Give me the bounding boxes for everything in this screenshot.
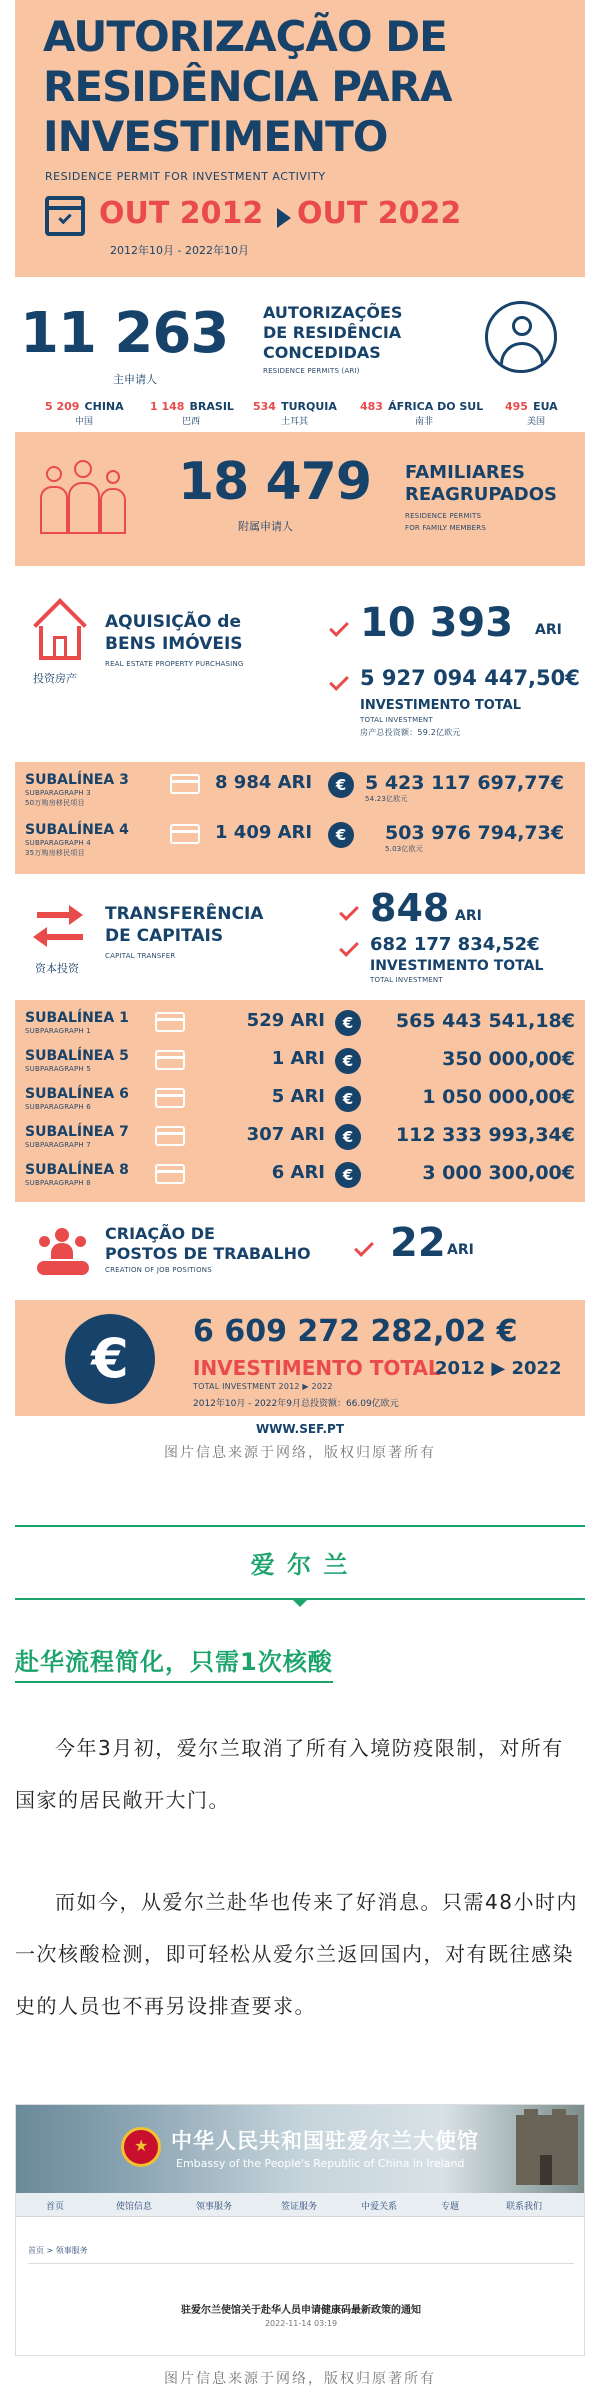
subrow-4-label: SUBALÍNEA 4 (25, 822, 129, 838)
country-brasil-name: BRASIL (189, 400, 234, 413)
capital-subrow-6-ari: 5 ARI (271, 1086, 325, 1107)
countries-row (45, 395, 585, 425)
permits-cn: 主申请人 (113, 373, 157, 386)
subrow-3-amount: 5 423 117 697,77€ (365, 772, 564, 794)
property-ari-unit: ARI (535, 622, 562, 638)
property-total-caption: TOTAL INVESTMENT (360, 716, 433, 724)
header-panel (15, 0, 585, 277)
country-turquia-name: TURQUIA (281, 400, 337, 413)
capital-subrow-7-sub: SUBPARAGRAPH 7 (25, 1141, 91, 1149)
property-total-cn: 房产总投资额：59.2亿欧元 (360, 728, 461, 737)
country-brasil-num: 1 148 (150, 400, 185, 413)
capital-subrow-1 (15, 1010, 585, 1044)
capital-subrow-1-amount: 565 443 541,18€ (395, 1010, 575, 1032)
section-title: 爱 尔 兰 (250, 1551, 350, 1579)
country-africa-num: 483 (360, 400, 383, 413)
capital-subrow-1-sub: SUBPARAGRAPH 1 (25, 1027, 91, 1035)
country-africa (360, 395, 500, 427)
family-panel (15, 432, 585, 566)
country-china (45, 395, 145, 427)
subrow-3-ari: 8 984 ARI (215, 772, 313, 793)
wallet-icon (155, 1088, 185, 1108)
euro-icon: € (328, 772, 354, 798)
check-icon (329, 617, 349, 637)
capital-subrow-8-sub: SUBPARAGRAPH 8 (25, 1179, 91, 1187)
permits-number: 11 263 (20, 301, 229, 366)
wallet-icon (155, 1164, 185, 1184)
check-icon (329, 671, 349, 691)
arrow-right-icon (277, 208, 291, 228)
section-rule-top (15, 1525, 585, 1527)
site-link[interactable]: WWW.SEF.PT (255, 1422, 345, 1436)
capital-total-label: INVESTIMENTO TOTAL (370, 958, 544, 974)
check-icon (339, 937, 359, 957)
capital-subrow-7 (15, 1124, 585, 1158)
nav-relations[interactable]: 中爱关系 (361, 2202, 398, 2212)
property-ari: 10 393 (360, 600, 514, 646)
wallet-icon (155, 1050, 185, 1070)
total-panel (15, 1300, 585, 1416)
image-credit: 图片信息来源于网络，版权归原著所有 (164, 1445, 436, 1461)
country-africa-cn: 南非 (415, 417, 434, 427)
capital-cn: 资本投资 (35, 962, 79, 975)
capital-subrow-8-amount: 3 000 300,00€ (422, 1162, 575, 1184)
capital-ari: 848 (370, 886, 450, 930)
capital-subrow-6-label: SUBALÍNEA 6 (25, 1086, 129, 1102)
article-heading: 赴华流程简化，只需1次核酸 (15, 1642, 333, 1683)
subrow-3-cn: 50万购房移民项目 (25, 799, 85, 807)
embassy-notice-date: 2022-11-14 03:19 (264, 2319, 338, 2328)
house-icon (35, 604, 85, 662)
paragraph-1: 今年3月初，爱尔兰取消了所有入境防疫限制，对所有国家的居民敞开大门。 (15, 1736, 564, 1812)
capital-subrow-8-ari: 6 ARI (271, 1162, 325, 1183)
capital-subrow-7-amount: 112 333 993,34€ (395, 1124, 575, 1146)
family-cn: 附属申请人 (238, 520, 293, 533)
permits-panel (15, 285, 585, 425)
capital-panel (15, 882, 585, 1000)
wallet-icon (155, 1012, 185, 1032)
family-title-2: REAGRUPADOS (405, 484, 558, 505)
people-group-icon (37, 1228, 89, 1276)
capital-ari-unit: ARI (455, 908, 482, 924)
total-years: 2012 ▶ 2022 (435, 1358, 562, 1379)
nav-contact[interactable]: 联系我们 (506, 2202, 543, 2212)
title-line-1: AUTORIZAÇÃO DE (43, 12, 447, 61)
total-caption: TOTAL INVESTMENT 2012 ▶ 2022 (193, 1382, 333, 1391)
permits-title-1: AUTORIZAÇÕES (263, 303, 403, 322)
castle-image (516, 2115, 578, 2185)
subrow-4-amount-cn: 5.03亿欧元 (385, 845, 423, 853)
wallet-icon (170, 824, 200, 844)
euro-icon: € (335, 1124, 361, 1150)
capital-title-2: DE CAPITAIS (105, 926, 224, 946)
jobs-title-2: POSTOS DE TRABALHO (105, 1244, 311, 1263)
wallet-icon (155, 1126, 185, 1146)
country-china-name: CHINA (84, 400, 124, 413)
subrow-4-sub: SUBPARAGRAPH 4 (25, 839, 91, 847)
embassy-nav (16, 2193, 585, 2217)
paragraph-2: 而如今，从爱尔兰赴华也传来了好消息。只需48小时内一次核酸检测，即可轻松从爱尔兰返回国内，对有既往感染史的人员也不再另设排查要求。 (15, 1890, 578, 2018)
person-icon (485, 301, 557, 373)
property-total-label: INVESTIMENTO TOTAL (360, 698, 521, 713)
jobs-panel (15, 1210, 585, 1292)
section-pointer-icon (292, 1599, 308, 1607)
capital-subrow-5-label: SUBALÍNEA 5 (25, 1048, 129, 1064)
jobs-ari-unit: ARI (447, 1242, 474, 1258)
capital-title-1: TRANSFERÊNCIA (105, 904, 264, 924)
subrow-4-amount: 503 976 794,73€ (385, 822, 565, 844)
embassy-banner (16, 2105, 585, 2193)
title-line-3: INVESTIMENTO (43, 112, 388, 161)
nav-consular[interactable]: 领事服务 (196, 2202, 233, 2212)
period-to: OUT 2022 (297, 196, 462, 231)
total-label: INVESTIMENTO TOTAL (193, 1356, 441, 1380)
breadcrumb-rule (28, 2263, 574, 2264)
period-cn: 2012年10月 - 2022年10月 (110, 244, 249, 257)
jobs-ari: 22 (390, 1220, 446, 1266)
property-panel (15, 574, 585, 754)
jobs-caption: CREATION OF JOB POSITIONS (105, 1266, 212, 1274)
euro-icon: € (328, 822, 354, 848)
property-amount: 5 927 094 447,50€ (360, 666, 580, 690)
subrow-4-cn: 35万购房移民项目 (25, 849, 85, 857)
country-eua-num: 495 (505, 400, 528, 413)
check-icon (354, 1237, 374, 1257)
capital-subrow-5-sub: SUBPARAGRAPH 5 (25, 1065, 91, 1073)
image-credit-2: 图片信息来源于网络，版权归原著所有 (164, 2371, 436, 2387)
family-number: 18 479 (178, 452, 372, 512)
country-brasil-cn: 巴西 (182, 417, 201, 427)
capital-subrow-6 (15, 1086, 585, 1120)
euro-coin-icon: € (65, 1314, 155, 1404)
transfer-arrows-icon (37, 902, 83, 952)
country-eua (505, 395, 585, 427)
country-china-cn: 中国 (75, 417, 94, 427)
header-subtitle: RESIDENCE PERMIT FOR INVESTMENT ACTIVITY (45, 170, 326, 183)
capital-subrow-8-label: SUBALÍNEA 8 (25, 1162, 129, 1178)
subrow-3-amount-cn: 54.23亿欧元 (365, 795, 408, 803)
nav-embassy-info[interactable]: 使馆信息 (116, 2202, 153, 2212)
permits-caption: RESIDENCE PERMITS (ARI) (263, 367, 360, 375)
country-eua-name: EUA (533, 400, 558, 413)
country-china-num: 5 209 (45, 400, 80, 413)
embassy-breadcrumb[interactable]: 首页 > 领事服务 (28, 2246, 88, 2255)
subrow-4-ari: 1 409 ARI (215, 822, 313, 843)
wallet-icon (170, 774, 200, 794)
capital-subrow-8 (15, 1162, 585, 1196)
subrow-3-label: SUBALÍNEA 3 (25, 772, 129, 788)
country-brasil (150, 395, 250, 427)
euro-icon: € (335, 1162, 361, 1188)
jobs-title-1: CRIAÇÃO DE (105, 1224, 215, 1243)
country-turquia-num: 534 (253, 400, 276, 413)
embassy-emblem-icon: ★ (121, 2127, 161, 2167)
capital-subrow-5-ari: 1 ARI (271, 1048, 325, 1069)
nav-visa[interactable]: 签证服务 (281, 2202, 318, 2212)
family-caption-2: FOR FAMILY MEMBERS (405, 524, 487, 532)
total-amount: 6 609 272 282,02 € (193, 1314, 518, 1349)
capital-subrow-1-ari: 529 ARI (246, 1010, 325, 1031)
property-cn: 投资房产 (33, 672, 77, 685)
embassy-en-name: Embassy of the People's Republic of China in Ireland (176, 2157, 465, 2170)
capital-subrow-6-amount: 1 050 000,00€ (422, 1086, 575, 1108)
country-eua-cn: 美国 (527, 417, 546, 427)
calendar-icon (45, 196, 85, 236)
property-title-1: AQUISIÇÃO de (105, 612, 242, 632)
title-line-2: RESIDÊNCIA PARA (43, 62, 452, 111)
capital-amount: 682 177 834,52€ (370, 934, 540, 955)
capital-subrow-5 (15, 1048, 585, 1082)
euro-icon: € (335, 1010, 361, 1036)
subrow-3-sub: SUBPARAGRAPH 3 (25, 789, 91, 797)
capital-subrow-6-sub: SUBPARAGRAPH 6 (25, 1103, 91, 1111)
check-icon (339, 901, 359, 921)
capital-total-caption: TOTAL INVESTMENT (370, 976, 443, 984)
capital-subrow-5-amount: 350 000,00€ (442, 1048, 575, 1070)
property-caption: REAL ESTATE PROPERTY PURCHASING (105, 660, 244, 668)
country-turquia (253, 395, 363, 427)
capital-subrow-7-ari: 307 ARI (246, 1124, 325, 1145)
family-title-1: FAMILIARES (405, 462, 525, 483)
property-title-2: BENS IMÓVEIS (105, 634, 243, 654)
country-turquia-cn: 土耳其 (281, 417, 309, 427)
embassy-screenshot (15, 2104, 585, 2356)
property-subrows (15, 762, 585, 874)
embassy-cn-name: 中华人民共和国驻爱尔兰大使馆 (171, 2129, 479, 2153)
permits-title-3: CONCEDIDAS (263, 343, 381, 362)
family-caption-1: RESIDENCE PERMITS (405, 512, 482, 520)
permits-title-2: DE RESIDÊNCIA (263, 323, 402, 342)
family-icon (40, 460, 130, 540)
capital-subrow-7-label: SUBALÍNEA 7 (25, 1124, 129, 1140)
capital-caption: CAPITAL TRANSFER (105, 952, 176, 960)
capital-subrow-1-label: SUBALÍNEA 1 (25, 1010, 129, 1026)
nav-home[interactable]: 首页 (46, 2202, 65, 2212)
euro-icon: € (335, 1048, 361, 1074)
subrow-4 (15, 822, 585, 856)
embassy-notice-title[interactable]: 驻爱尔兰使馆关于赴华人员申请健康码最新政策的通知 (181, 2305, 421, 2316)
euro-icon: € (335, 1086, 361, 1112)
nav-topics[interactable]: 专题 (441, 2202, 460, 2212)
total-cn: 2012年10月 - 2022年9月总投资额：66.09亿欧元 (193, 1399, 399, 1409)
capital-subrows (15, 1000, 585, 1202)
country-africa-name: ÁFRICA DO SUL (388, 400, 484, 413)
subrow-3 (15, 772, 585, 806)
period-from: OUT 2012 (99, 196, 264, 231)
